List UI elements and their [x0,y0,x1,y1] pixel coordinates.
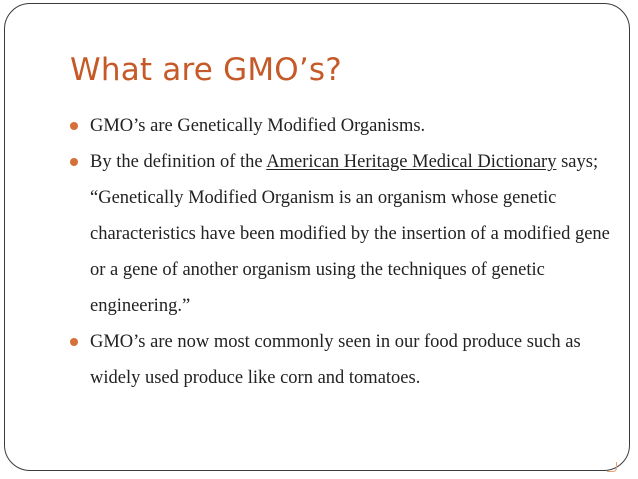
bullet-item-3 [70,324,610,396]
bullet-dot-icon [70,122,78,130]
slide-title: What are GMO’s? [70,52,342,88]
bullet-list [70,108,610,396]
bullet-item-2 [70,144,610,324]
bullet-item-1 [70,108,610,144]
bullet-dot-icon [70,158,78,166]
bullet-text-2-before-link: By the definition of the [90,152,267,172]
corner-decoration [607,462,617,472]
dictionary-link[interactable]: American Heritage Medical Dictionary [266,152,557,172]
bullet-text-2-after-link: says; “Genetically Modified Organism is an organism whose genetic characteristics have been modified by the insertion of a modified gene or a gene of another organism using the techniques of genetic engineering.” [90,152,610,316]
bullet-text-1: GMO’s are Genetically Modified Organisms. [90,116,426,136]
bullet-text-3: GMO’s are now most commonly seen in our food produce such as widely used produce like corn and tomatoes. [90,332,581,388]
bullet-dot-icon [70,338,78,346]
